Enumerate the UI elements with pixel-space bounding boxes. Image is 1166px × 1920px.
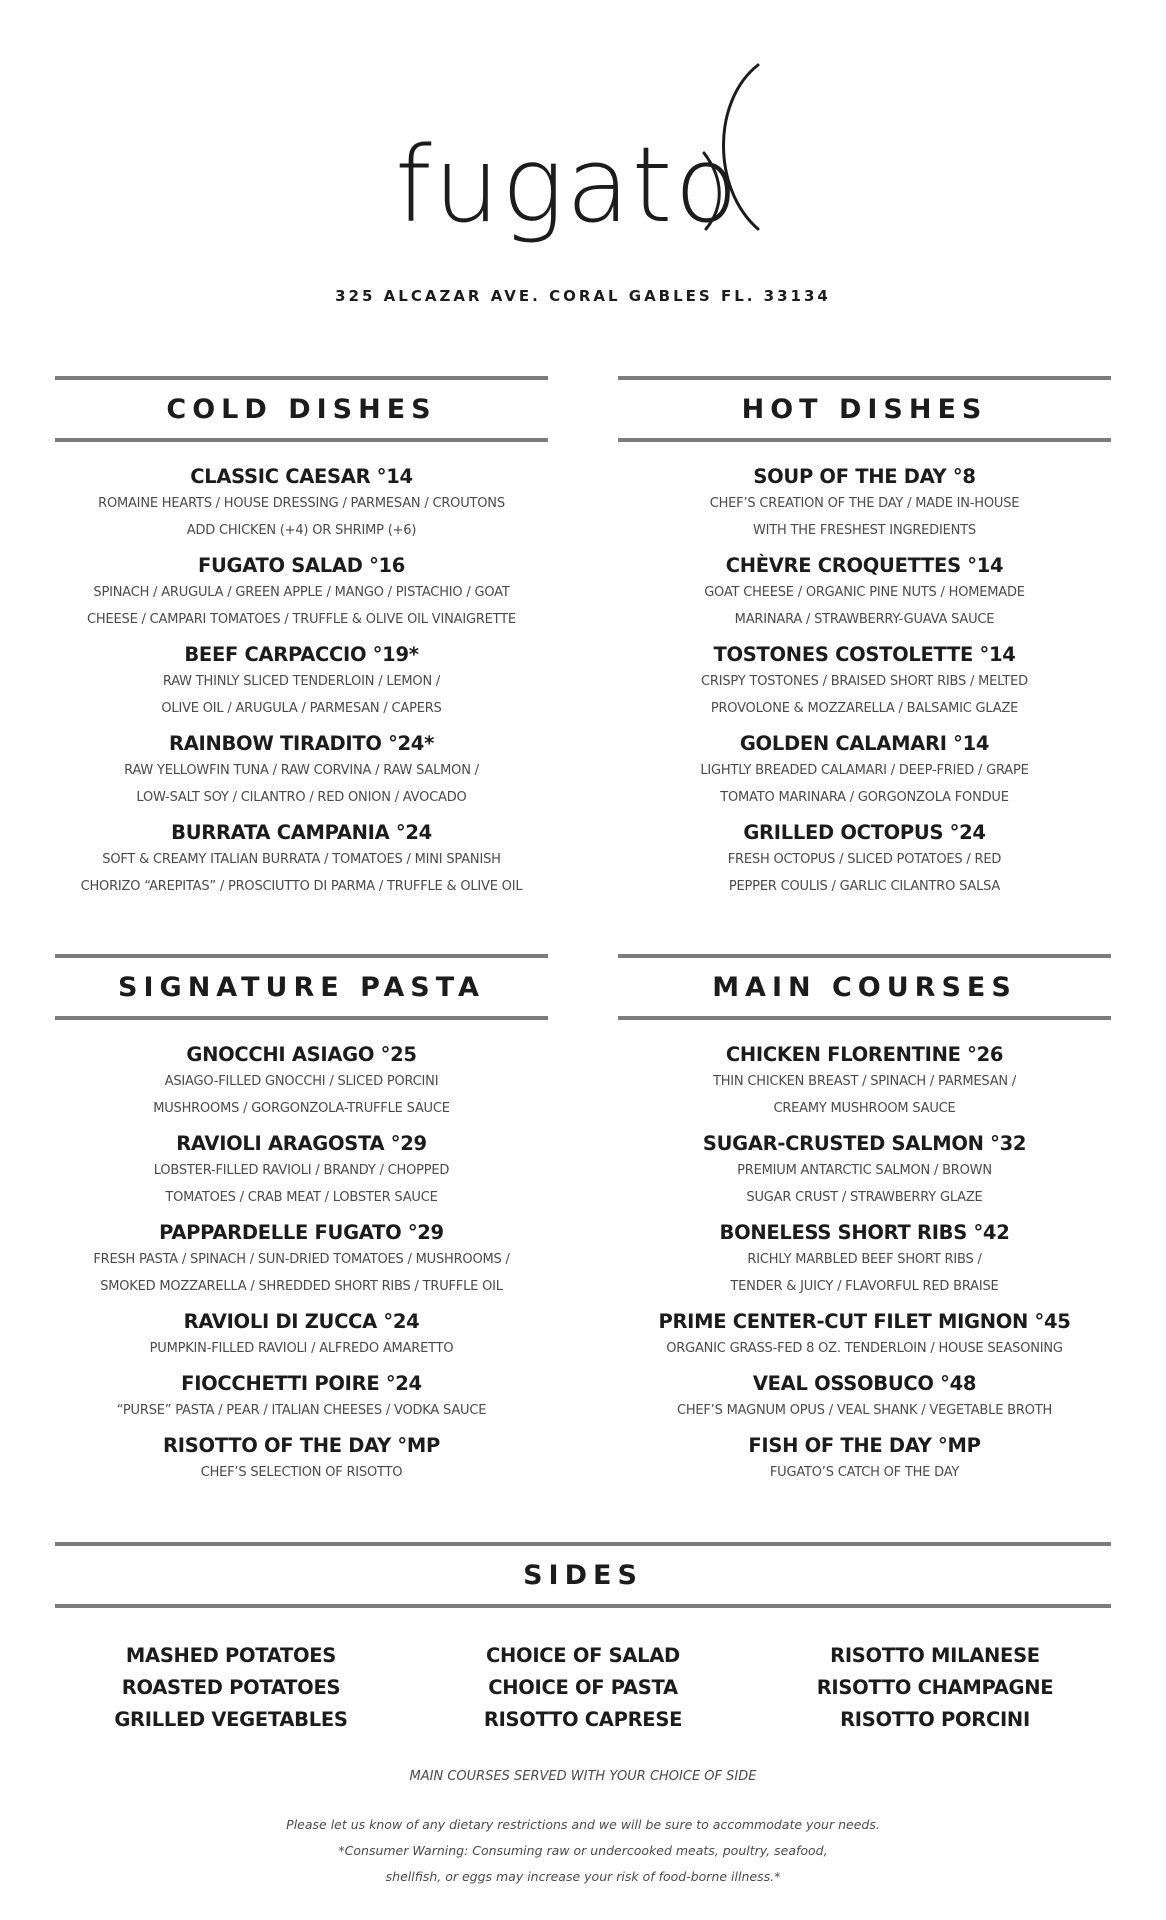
section-header — [55, 376, 548, 442]
menu-item-name: GOLDEN CALAMARI °14 — [739, 732, 990, 755]
menu-item — [618, 464, 1111, 544]
menu-item — [618, 1371, 1111, 1424]
menu-item-description: CHEF’S CREATION OF THE DAY / MADE IN-HOUSE — [709, 496, 1020, 511]
side-note: MAIN COURSES SERVED WITH YOUR CHOICE OF SIDE — [409, 1769, 757, 1784]
menu-item-description: TOMATOES / CRAB MEAT / LOBSTER SAUCE — [165, 1190, 438, 1205]
menu-item — [55, 820, 548, 900]
sides-column — [759, 1640, 1111, 1736]
section-header — [618, 954, 1111, 1020]
section-header — [55, 954, 548, 1020]
menu-item-description: PROVOLONE & MOZZARELLA / BALSAMIC GLAZE — [710, 701, 1019, 716]
menu-item-list — [618, 464, 1111, 900]
menu-item-description: SPINACH / ARUGULA / GREEN APPLE / MANGO / PISTACHIO / GOAT — [93, 585, 510, 600]
section-sides — [55, 1542, 1111, 1608]
section-cold-dishes — [55, 376, 548, 909]
menu-item-list — [55, 464, 548, 900]
menu-item-description: WITH THE FRESHEST INGREDIENTS — [753, 523, 976, 538]
menu-item-description: LIGHTLY BREADED CALAMARI / DEEP-FRIED / GRAPE — [700, 763, 1029, 778]
menu-item-description: TOMATO MARINARA / GORGONZOLA FONDUE — [720, 790, 1009, 805]
menu-item-name: CHICKEN FLORENTINE °26 — [725, 1043, 1004, 1066]
menu-item — [55, 1220, 548, 1300]
menu-item-name: SUGAR-CRUSTED SALMON °32 — [702, 1132, 1027, 1155]
menu-item-description: FRESH PASTA / SPINACH / SUN-DRIED TOMATOES / MUSHROOMS / — [93, 1252, 510, 1267]
menu-item-name: BONELESS SHORT RIBS °42 — [719, 1221, 1010, 1244]
menu-item-description: ROMAINE HEARTS / HOUSE DRESSING / PARMESAN / CROUTONS — [98, 496, 505, 511]
menu-item — [618, 553, 1111, 633]
side-item: CHOICE OF SALAD — [486, 1644, 680, 1667]
section-title: SIDES — [523, 1559, 643, 1591]
menu-item-description: RAW YELLOWFIN TUNA / RAW CORVINA / RAW SALMON / — [124, 763, 479, 778]
menu-item — [55, 1309, 548, 1362]
menu-item-list — [618, 1042, 1111, 1486]
menu-item — [618, 1309, 1111, 1362]
menu-item-name: RAVIOLI DI ZUCCA °24 — [183, 1310, 420, 1333]
menu-item-name: FIOCCHETTI POIRE °24 — [181, 1372, 422, 1395]
side-item: GRILLED VEGETABLES — [114, 1708, 348, 1731]
menu-item-description: CRISPY TOSTONES / BRAISED SHORT RIBS / MELTED — [701, 674, 1028, 689]
menu-item-name: CLASSIC CAESAR °14 — [190, 465, 413, 488]
menu-item — [618, 1042, 1111, 1122]
menu-item-description: “PURSE” PASTA / PEAR / ITALIAN CHEESES / VODKA SAUCE — [116, 1403, 487, 1418]
menu-item-name: PRIME CENTER-CUT FILET MIGNON °45 — [658, 1310, 1071, 1333]
menu-item — [618, 1131, 1111, 1211]
menu-item-description: RICHLY MARBLED BEEF SHORT RIBS / — [747, 1252, 982, 1267]
menu-item-name: FUGATO SALAD °16 — [197, 554, 406, 577]
menu-item — [55, 642, 548, 722]
section-header — [55, 1542, 1111, 1608]
menu-item-name: SOUP OF THE DAY °8 — [753, 465, 976, 488]
menu-item-name: RAINBOW TIRADITO °24* — [169, 732, 434, 755]
menu-item-description: PEPPER COULIS / GARLIC CILANTRO SALSA — [728, 879, 1001, 894]
menu-item-description: TENDER & JUICY / FLAVORFUL RED BRAISE — [730, 1279, 999, 1294]
menu-item-name: VEAL OSSOBUCO °48 — [752, 1372, 977, 1395]
section-hot-dishes — [618, 376, 1111, 909]
menu-item-name: BURRATA CAMPANIA °24 — [171, 821, 432, 844]
restaurant-address: 325 ALCAZAR AVE. CORAL GABLES FL. 33134 — [335, 287, 831, 305]
menu-item-description: CHEESE / CAMPARI TOMATOES / TRUFFLE & OLIVE OIL VINAIGRETTE — [87, 612, 516, 627]
side-item: ROASTED POTATOES — [121, 1676, 341, 1699]
dietary-note: Please let us know of any dietary restrictions and we will be sure to accommodate your needs. — [286, 1817, 880, 1832]
menu-item-description: CHORIZO “AREPITAS” / PROSCIUTTO DI PARMA / TRUFFLE & OLIVE OIL — [80, 879, 523, 894]
menu-item-description: ORGANIC GRASS-FED 8 OZ. TENDERLOIN / HOUSE SEASONING — [666, 1341, 1063, 1356]
crescent-moon-icon — [698, 61, 778, 236]
menu-item-description: CREAMY MUSHROOM SAUCE — [773, 1101, 956, 1116]
menu-item-name: CHÈVRE CROQUETTES °14 — [725, 554, 1004, 577]
menu-item — [618, 642, 1111, 722]
menu-item-description: ASIAGO-FILLED GNOCCHI / SLICED PORCINI — [164, 1074, 439, 1089]
menu-item-name: PAPPARDELLE FUGATO °29 — [159, 1221, 444, 1244]
menu-item-description: THIN CHICKEN BREAST / SPINACH / PARMESAN / — [712, 1074, 1017, 1089]
menu-item — [55, 1042, 548, 1122]
menu-item — [55, 1371, 548, 1424]
menu-item-description: FRESH OCTOPUS / SLICED POTATOES / RED — [727, 852, 1002, 867]
section-title: SIGNATURE PASTA — [118, 971, 485, 1003]
menu-item-description: ADD CHICKEN (+4) OR SHRIMP (+6) — [186, 523, 417, 538]
menu-item-description: CHEF’S SELECTION OF RISOTTO — [200, 1465, 403, 1480]
side-item: CHOICE OF PASTA — [488, 1676, 678, 1699]
section-title: MAIN COURSES — [712, 971, 1017, 1003]
menu-item-name: GNOCCHI ASIAGO °25 — [186, 1043, 417, 1066]
menu-item-description: GOAT CHEESE / ORGANIC PINE NUTS / HOMEMADE — [704, 585, 1025, 600]
menu-item-description: OLIVE OIL / ARUGULA / PARMESAN / CAPERS — [161, 701, 442, 716]
fugato-logo — [380, 55, 800, 245]
menu-item-description: CHEF’S MAGNUM OPUS / VEAL SHANK / VEGETABLE BROTH — [676, 1403, 1053, 1418]
side-item: RISOTTO CHAMPAGNE — [816, 1676, 1054, 1699]
menu-item-description: MUSHROOMS / GORGONZOLA-TRUFFLE SAUCE — [153, 1101, 450, 1116]
menu-item-name: FISH OF THE DAY °MP — [748, 1434, 981, 1457]
menu-item-list — [55, 1042, 548, 1486]
section-header — [618, 376, 1111, 442]
consumer-warning: *Consumer Warning: Consuming raw or undercooked meats, poultry, seafood, — [338, 1843, 828, 1858]
menu-item — [55, 553, 548, 633]
menu-item — [618, 1433, 1111, 1486]
menu-item-description: PUMPKIN-FILLED RAVIOLI / ALFREDO AMARETTO — [149, 1341, 454, 1356]
menu-item — [618, 820, 1111, 900]
menu-item — [55, 1433, 548, 1486]
menu-item-description: LOW-SALT SOY / CILANTRO / RED ONION / AVOCADO — [136, 790, 467, 805]
side-item: RISOTTO PORCINI — [840, 1708, 1030, 1731]
sides-column — [407, 1640, 759, 1736]
side-item: RISOTTO CAPRESE — [483, 1708, 683, 1731]
section-title: HOT DISHES — [741, 393, 988, 425]
section-main-courses — [618, 954, 1111, 1495]
section-title: COLD DISHES — [166, 393, 437, 425]
menu-item-description: PREMIUM ANTARCTIC SALMON / BROWN — [737, 1163, 992, 1178]
menu-item — [55, 731, 548, 811]
menu-item-name: TOSTONES COSTOLETTE °14 — [713, 643, 1016, 666]
menu-item-description: MARINARA / STRAWBERRY-GUAVA SAUCE — [734, 612, 995, 627]
menu-item — [618, 1220, 1111, 1300]
menu-item-description: FUGATO’S CATCH OF THE DAY — [769, 1465, 960, 1480]
logo-wordmark: fugato — [395, 124, 741, 246]
menu-item-description: SUGAR CRUST / STRAWBERRY GLAZE — [746, 1190, 983, 1205]
side-item: MASHED POTATOES — [125, 1644, 337, 1667]
sides-column — [55, 1640, 407, 1736]
menu-item-name: BEEF CARPACCIO °19* — [184, 643, 419, 666]
menu-item-description: RAW THINLY SLICED TENDERLOIN / LEMON / — [162, 674, 441, 689]
menu-item-description: SOFT & CREAMY ITALIAN BURRATA / TOMATOES / MINI SPANISH — [102, 852, 501, 867]
menu-item — [55, 1131, 548, 1211]
side-item: RISOTTO MILANESE — [830, 1644, 1040, 1667]
menu-item-description: LOBSTER-FILLED RAVIOLI / BRANDY / CHOPPED — [153, 1163, 450, 1178]
menu-item-name: RISOTTO OF THE DAY °MP — [163, 1434, 440, 1457]
menu-item — [55, 464, 548, 544]
sides-list — [55, 1640, 1111, 1736]
menu-item-description: SMOKED MOZZARELLA / SHREDDED SHORT RIBS / TRUFFLE OIL — [100, 1279, 503, 1294]
menu-item-name: RAVIOLI ARAGOSTA °29 — [176, 1132, 427, 1155]
section-signature-pasta — [55, 954, 548, 1495]
menu-item — [618, 731, 1111, 811]
menu-item-name: GRILLED OCTOPUS °24 — [743, 821, 986, 844]
consumer-warning-continued: shellfish, or eggs may increase your risk of food-borne illness.* — [385, 1869, 781, 1884]
